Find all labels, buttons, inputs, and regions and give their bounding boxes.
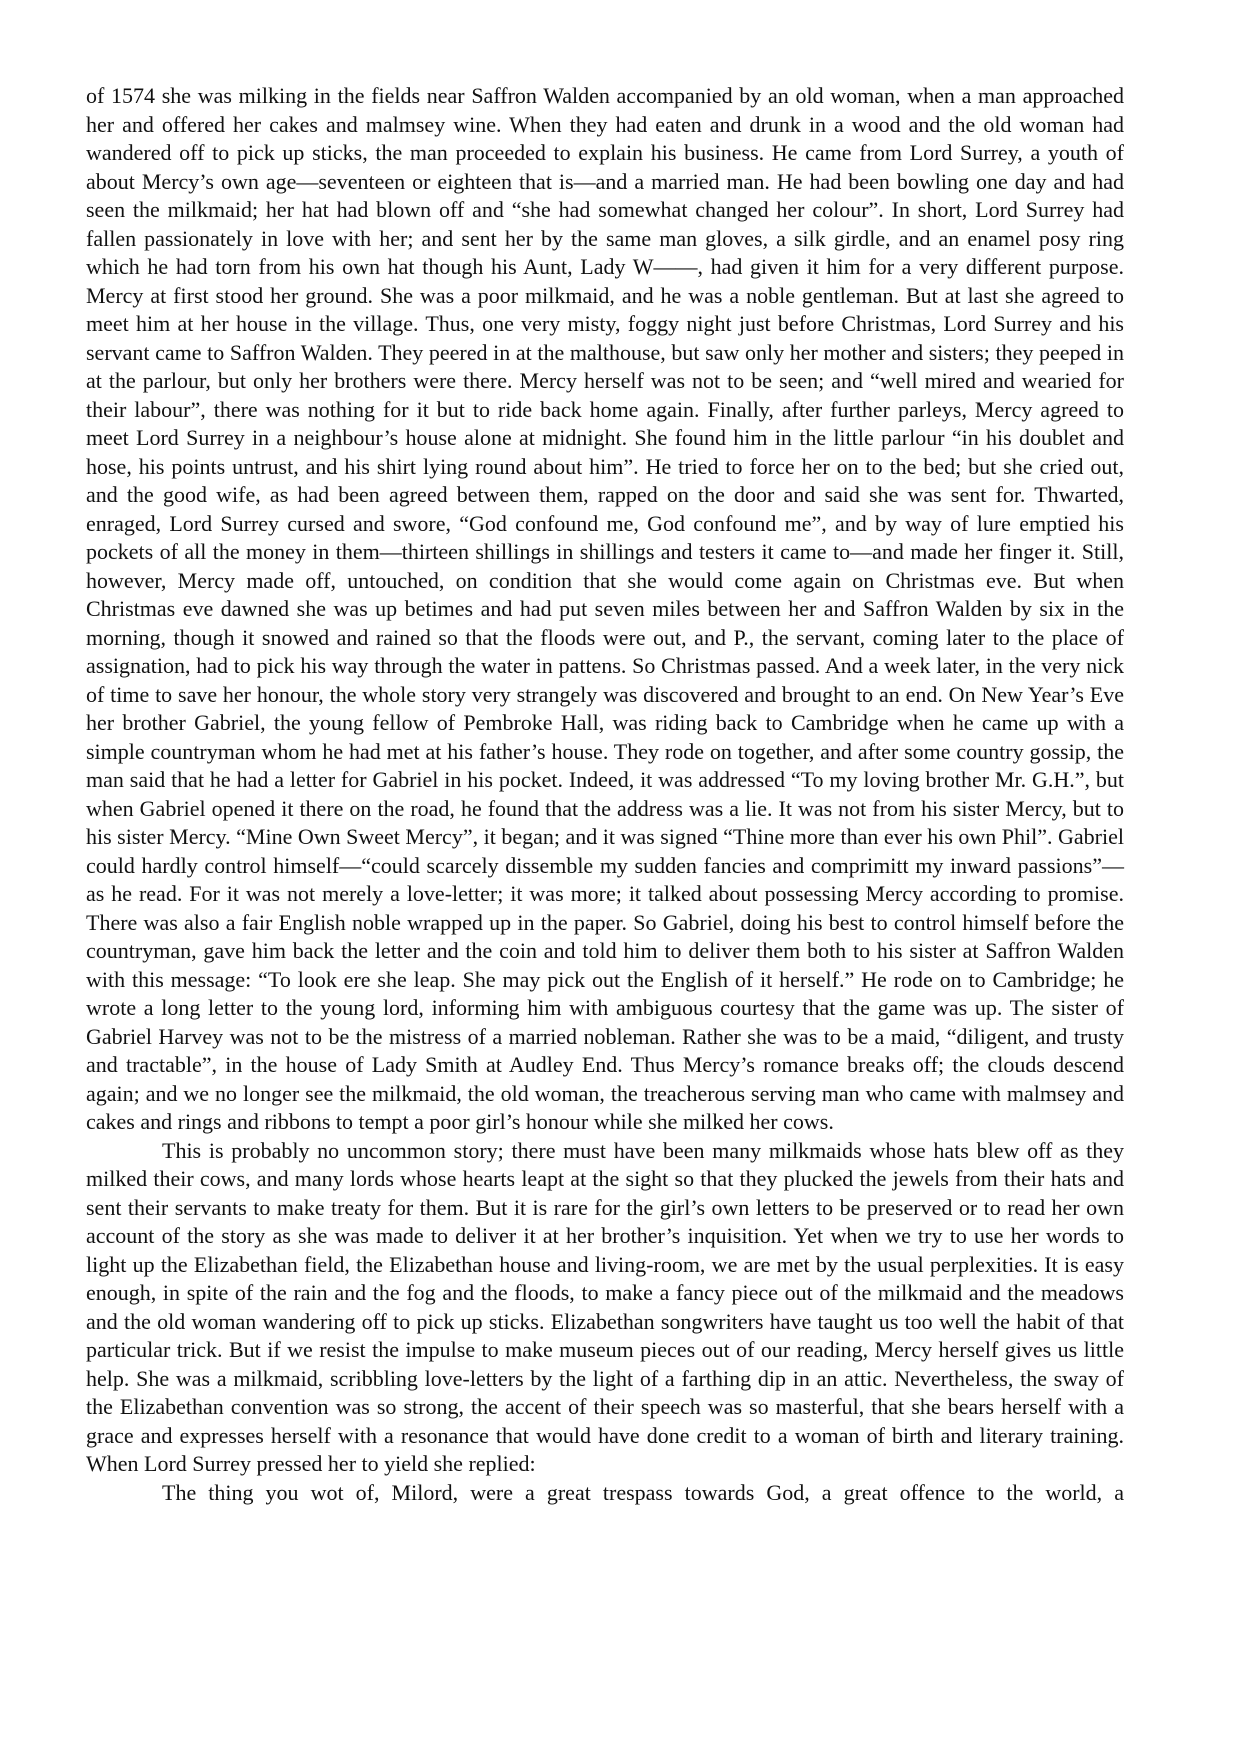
paragraph-quotation-start: The thing you wot of, Milord, were a great trespass towards God, a great offence to the world, a [162, 1479, 1124, 1505]
paragraph-uncommon-story: This is probably no uncommon story; there must have been many milkmaids whose hats blew off as they milked their cows, and many lords whose hearts leapt at the sight so that they plucked the jewels from their hats and sent their servants to make treaty for them. But it is rare for the girl’s own letters to be preserved or to read her own account of the story as she was made to deliver it at her brother’s inquisition. Yet when we try to use her words to light up the Elizabethan field, the Elizabethan house and living-room, we are met by the usual perplexities. It is easy enough, in spite of the rain and the fog and the floods, to make a fancy piece out of the milkmaid and the meadows and the old woman wandering off to pick up sticks. Elizabethan songwriters have taught us too well the habit of that particular trick. But if we resist the impulse to make museum pieces out of our reading, Mercy herself gives us little help. She was a milkmaid, scribbling love-letters by the light of a farthing dip in an attic. Nevertheless, the sway of the Elizabethan convention was so strong, the accent of their speech was so masterful, that she bears herself with a grace and expresses herself with a resonance that would have done credit to a woman of birth and literary training. When Lord Surrey pressed her to yield she replied: [86, 1137, 1124, 1476]
paragraph-mercy-story: of 1574 she was milking in the fields near Saffron Walden accompanied by an old woman, when a man approached her and offered her cakes and malmsey wine. When they had eaten and drunk in a wood and the old woman had wandered off to pick up sticks, the man proceeded to explain his business. He came from Lord Surrey, a youth of about Mercy’s own age—seventeen or eighteen that is—and a married man. He had been bowling one day and had seen the milkmaid; her hat had blown off and “she had somewhat changed her colour”. In short, Lord Surrey had fallen passionately in love with her; and sent her by the same man gloves, a silk girdle, and an enamel posy ring which he had torn from his own hat though his Aunt, Lady W——, had given it him for a very different purpose. Mercy at first stood her ground. She was a poor milkmaid, and he was a noble gentleman. But at last she agreed to meet him at her house in the village. Thus, one very misty, foggy night just before Christmas, Lord Surrey and his servant came to Saffron Walden. They peered in at the malthouse, but saw only her mother and sisters; they peeped in at the parlour, but only her brothers were there. Mercy herself was not to be seen; and “well mired and wearied for their labour”, there was nothing for it but to ride back home again. Finally, after further parleys, Mercy agreed to meet Lord Surrey in a neighbour’s house alone at midnight. She found him in the little parlour “in his doublet and hose, his points untrust, and his shirt lying round about him”. He tried to force her on to the bed; but she cried out, and the good wife, as had been agreed between them, rapped on the door and said she was sent for. Thwarted, enraged, Lord Surrey cursed and swore, “God confound me, God confound me”, and by way of lure emptied his pockets of all the money in them—thirteen shillings in shillings and testers it came to—and made her finger it. Still, however, Mercy made off, untouched, on condition that she would come again on Christmas eve. But when Christmas eve dawned she was up betimes and had put seven miles between her and Saffron Walden by six in the morning, though it snowed and rained so that the floods were out, and P., the servant, coming later to the place of assignation, had to pick his way through the water in pattens. So Christmas passed. And a week later, in the very nick of time to save her honour, the whole story very strangely was discovered and brought to an end. On New Year’s Eve her brother Gabriel, the young fellow of Pembroke Hall, was riding back to Cambridge when he came up with a simple countryman whom he had met at his father’s house. They rode on together, and after some country gossip, the man said that he had a letter for Gabriel in his pocket. Indeed, it was addressed “To my loving brother Mr. G.H.”, but when Gabriel opened it there on the road, he found that the address was a lie. It was not from his sister Mercy, but to his sister Mercy. “Mine Own Sweet Mercy”, it began; and it was signed “Thine more than ever his own Phil”. Gabriel could hardly control himself—“could scarcely dissemble my sudden fancies and comprimitt my inward passions”—as he read. For it was not merely a love-letter; it was more; it talked about possessing Mercy according to promise. There was also a fair English noble wrapped up in the paper. So Gabriel, doing his best to control himself before the countryman, gave him back the letter and the coin and told him to deliver them both to his sister at Saffron Walden with this message: “To look ere she leap. She may pick out the English of it herself.” He rode on to Cambridge; he wrote a long letter to the young lord, informing him with ambiguous courtesy that the game was up. The sister of Gabriel Harvey was not to be the mistress of a married nobleman. Rather she was to be a maid, “diligent, and trusty and tractable”, in the house of Lady Smith at Audley End. Thus Mercy’s romance breaks off; the clouds descend again; and we no longer see the milkmaid, the old woman, the treacherous serving man who came with malmsey and cakes and rings and ribbons to tempt a poor girl’s honour while she milked her cows. [86, 83, 1124, 1134]
document-page [86, 82, 1124, 1507]
